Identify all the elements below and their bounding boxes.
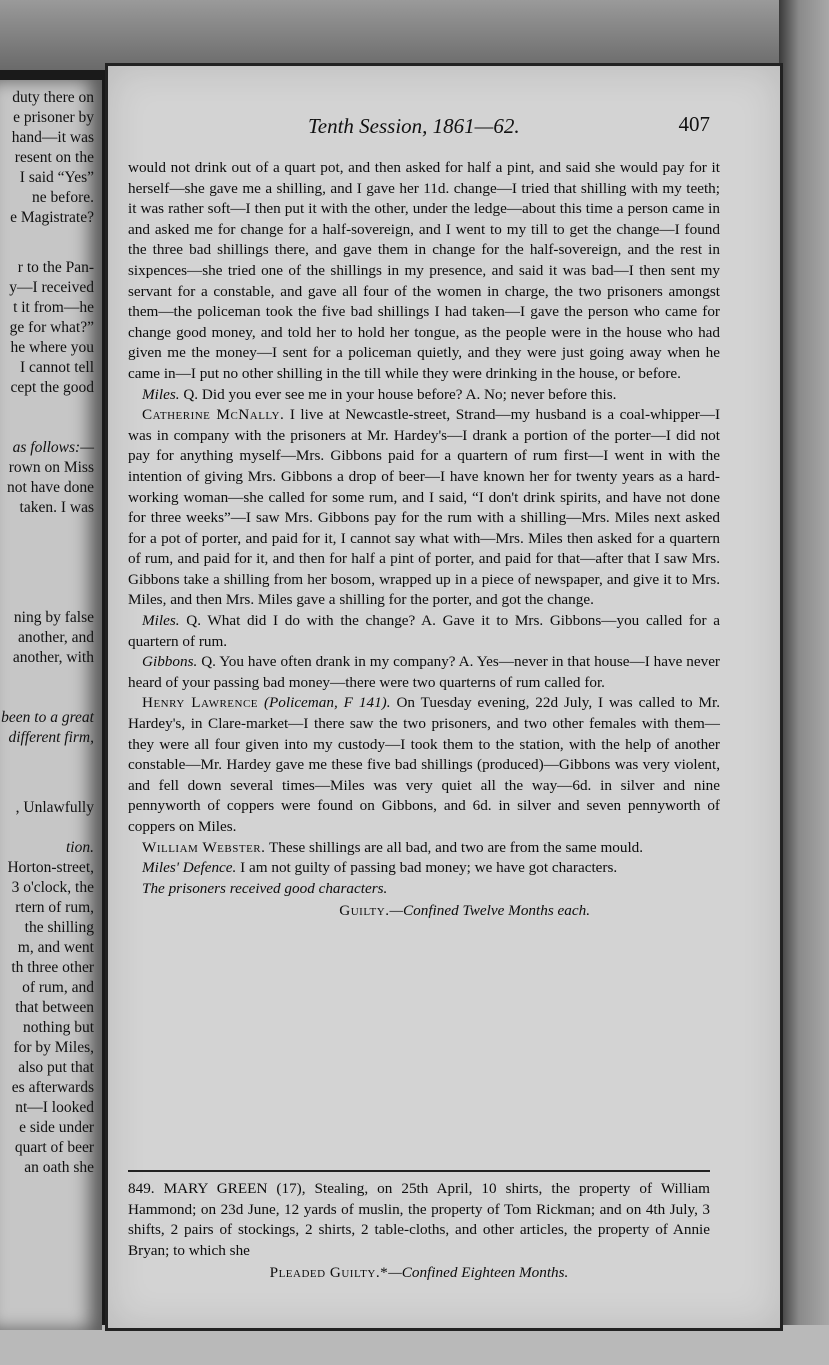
witness-name: Catherine McNally. [142, 406, 285, 424]
left-page-line: rown on Miss [8, 459, 94, 476]
defence-statement [128, 858, 720, 879]
running-header: Tenth Session, 1861—62. [308, 114, 520, 138]
witness-testimony [128, 838, 720, 859]
left-page-line: another, and [18, 629, 94, 646]
left-page-line: I said “Yes” [19, 169, 94, 186]
right-page [108, 66, 780, 1328]
page-number: 407 [678, 112, 710, 136]
left-page-line: th three other [11, 959, 94, 976]
left-page-line: , Unlawfully [15, 799, 94, 816]
cross-examination [128, 385, 720, 406]
left-page-line: as follows:— [12, 439, 94, 456]
left-page-line: also put that [18, 1059, 94, 1076]
left-page-line: different firm, [8, 729, 94, 746]
left-page-line: he where you [10, 339, 94, 356]
left-page-line: the shilling [24, 919, 94, 936]
left-page-line: another, with [12, 649, 94, 666]
cross-examination [128, 652, 720, 693]
witness-name: Henry Lawrence [142, 694, 259, 712]
left-page-line: nothing but [22, 1019, 94, 1036]
left-page-line: hand—it was [11, 129, 94, 146]
left-page-line: been to a great [1, 709, 94, 726]
left-page-line: ne before. [32, 189, 94, 206]
witness-name: William Webster. [142, 838, 266, 856]
character-note: The prisoners received good characters. [142, 879, 388, 897]
question-answer: Q. What did I do with the change? A. Gave it to Mrs. Gibbons—you called for a quartern of rum. [128, 612, 720, 650]
left-page-line: duty there on [12, 89, 94, 106]
left-page-line: taken. I was [19, 499, 94, 516]
case-sentence-line [128, 1263, 710, 1284]
left-page-line: of rum, and [22, 979, 94, 996]
left-page-line: t it from—he [13, 299, 94, 316]
scan-background-right [779, 0, 829, 1365]
scan-background-bottom [0, 1325, 829, 1365]
verdict: Guilty. [339, 902, 390, 920]
case-sentence: —Confined Eighteen Months. [388, 1264, 569, 1282]
speaker: Miles. [142, 385, 180, 403]
testimony-text: These shillings are all bad, and two are from the same mould. [268, 838, 644, 856]
sentence: —Confined Twelve Months each. [389, 902, 590, 920]
scan-background-top [0, 0, 829, 70]
left-page-line: 3 o'clock, the [11, 879, 94, 896]
left-page-line: not have done [7, 479, 94, 496]
left-page-line: e side under [19, 1119, 94, 1136]
left-page-line: resent on the [14, 149, 94, 166]
left-page-line: es afterwards [11, 1079, 94, 1096]
left-page-line: y—I received [9, 279, 94, 296]
speaker: Gibbons. [142, 653, 198, 671]
testimony-paragraph: would not drink out of a quart pot, and then asked for half a pint, and said she would pay for it herself—she gave me a shilling, and I gave her 11d. change—I tried that shilling with my teeth; it was rather soft—I then put it with the other, under the ledge—about this time a person came in and asked me for change for a half-sovereign, and I went to my till to get the change—I found the three bad shillings there, and gave them in change for the half-sovereign, and the rest in sixpences—she tried one of the shillings in my presence, and said it was bad—I then sent my servant for a constable, and gave all four of the women in charge, the two prisoners amongst them—the policeman took the five bad shillings I had taken—I gave the person who came for change good money, and told her to hold her tongue, as the people were in the house who had given me the money—I sent for a policeman quietly, and they were just going away when he came in—I put no other shilling in the till while they were drinking in the house, or before. [128, 159, 720, 382]
testimony-text: I live at Newcastle-street, Strand—my husband is a coal-whipper—I was in company with the prisoners at Mr. Hardey's—I drank a portion of the porter—I did not pay for anything myself—Mrs. Gibbons paid for a quartern of rum first—I went in with the intention of giving Mrs. Gibbons a drop of beer—I have known her for twenty years as a hard-working woman—she called for some rum, and I said, “I don't drink spirits, and have not done for three weeks”—I saw Mrs. Gibbons pay for the rum with a shilling—Mrs. Miles next asked for a pot of porter, and paid for it, I cannot say what with—Mrs. Miles then asked for a quartern of rum, and paid for it, and then for half a pint of porter, and paid for that—after that I saw Mrs. Gibbons take a shilling from her bosom, wrapped up in a piece of newspaper, and give it to Mrs. Miles, and then Mrs. Miles gave a shilling for the porter, and got the change. [128, 406, 721, 609]
witness-role: (Policeman, F 141). [263, 694, 391, 712]
page-body [128, 158, 720, 922]
plea: Pleaded Guilty.* [269, 1264, 389, 1282]
left-page-line: ning by false [13, 609, 94, 626]
speaker: Miles. [142, 612, 180, 630]
case-description: 849. MARY GREEN (17), Stealing, on 25th April, 10 shirts, the property of William Hammond; on 23d June, 12 yards of muslin, the property of Tom Rickman; and on 4th July, 3 shifts, 2 pairs of stockings, 2 shirts, 2 table-cloths, and other articles, the property of Annie Bryan; to which she [128, 1180, 710, 1259]
left-page-line: e Magistrate? [10, 209, 94, 226]
speaker: Miles' Defence. [142, 859, 237, 877]
left-page-line: cept the good [10, 379, 94, 396]
case-divider [128, 1170, 710, 1172]
defence-text: I am not guilty of passing bad money; we have got characters. [240, 859, 618, 877]
testimony-text: On Tuesday evening, 22d July, I was called to Mr. Hardey's, in Clare-market—I there saw the two prisoners, and two other females with them—they were all four given into my custody—I took them to the station, with the help of another constable—Mr. Hardey gave me these five bad shillings (produced)—Gibbons was very violent, and fell down several times—Miles was very quiet all the way—6d. in silver and nine pennyworth of coppers were found on Gibbons, and 6d. in silver and seven pennyworth of coppers on Miles. [128, 694, 721, 835]
left-page-line: r to the Pan- [17, 259, 94, 276]
left-page-line: for by Miles, [13, 1039, 94, 1056]
cross-examination [128, 611, 720, 652]
left-page-line: I cannot tell [19, 359, 94, 376]
left-page-line: rtern of rum, [15, 899, 94, 916]
left-page-line: nt—I looked [15, 1099, 94, 1116]
sentence-line [128, 901, 720, 922]
question-answer: Q. You have often drank in my company? A. Yes—never in that house—I have never heard of your passing bad money—there were two quarterns of rum called for. [128, 653, 720, 691]
left-page-line: Horton-street, [7, 859, 94, 876]
left-page-line: m, and went [17, 939, 94, 956]
question-answer: Q. Did you ever see me in your house before? A. No; never before this. [183, 385, 617, 403]
left-page-fragment [0, 80, 102, 1330]
witness-testimony [128, 405, 720, 611]
left-page-line: tion. [66, 839, 94, 856]
case-849 [128, 1179, 710, 1284]
left-page-line: e prisoner by [13, 109, 94, 126]
left-page-line: an oath she [24, 1159, 94, 1176]
left-page-line: quart of beer [14, 1139, 94, 1156]
witness-testimony [128, 693, 720, 837]
left-page-line: that between [15, 999, 94, 1016]
left-page-line: ge for what?” [9, 319, 94, 336]
